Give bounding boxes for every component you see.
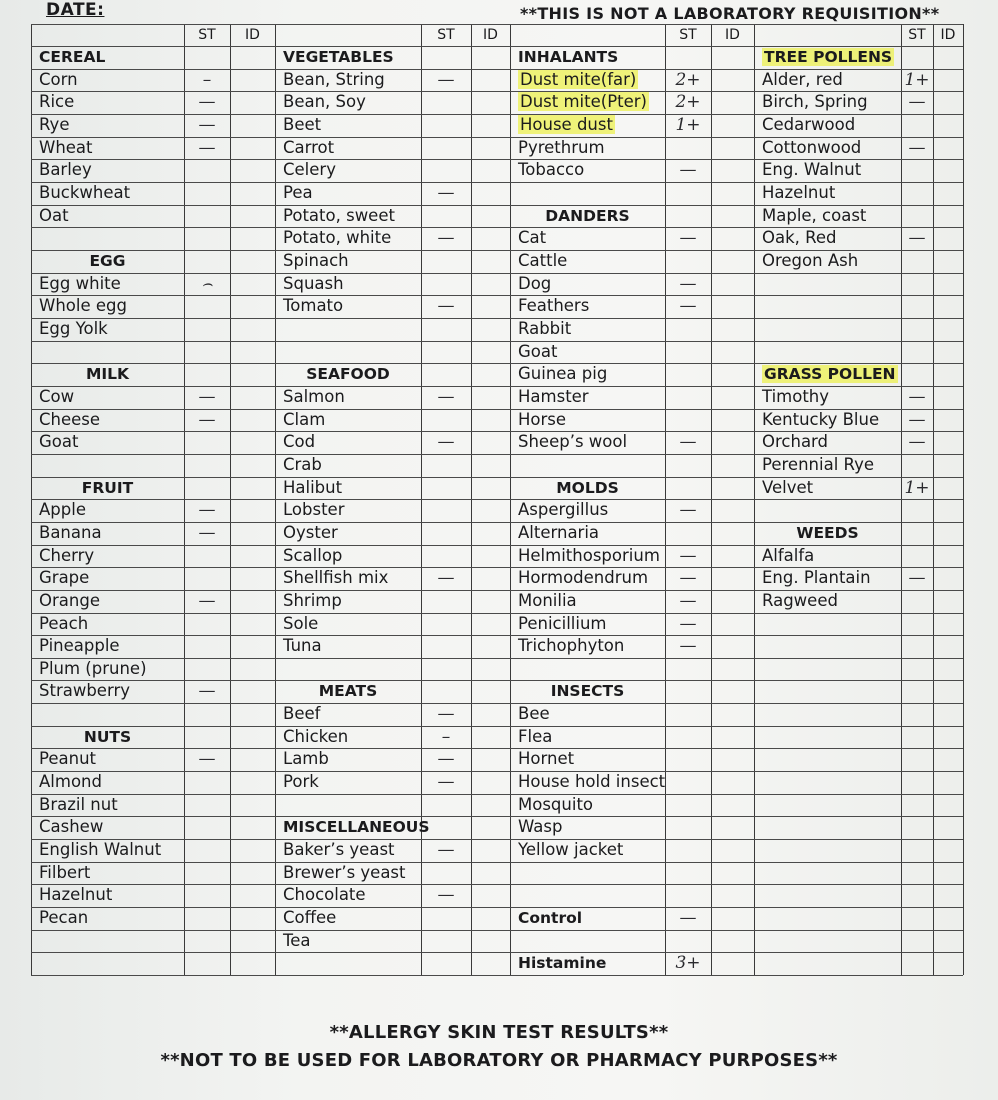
allergen-name: Cashew: [39, 817, 104, 837]
allergen-name: Clam: [283, 409, 326, 429]
allergen-name: Salmon: [283, 386, 345, 406]
st-result-mark: —: [908, 568, 926, 589]
allergen-name: Yellow jacket: [518, 840, 624, 860]
allergen-name: Pecan: [39, 908, 89, 928]
st-result-mark: 2+: [675, 92, 701, 113]
grid-horizontal-line: [31, 975, 963, 976]
st-result-mark: —: [679, 500, 697, 521]
st-result-mark: —: [908, 386, 926, 407]
allergen-name: Beef: [283, 704, 321, 724]
allergen-name: Cheese: [39, 409, 101, 429]
highlighted-text: House dust: [520, 114, 613, 134]
st-result-mark: –: [441, 726, 451, 747]
allergen-name: Squash: [283, 273, 344, 293]
allergen-name: Egg Yolk: [39, 318, 108, 338]
allergen-name: Birch, Spring: [762, 92, 868, 112]
id-column-header: ID: [940, 27, 956, 43]
allergen-name: Cottonwood: [762, 137, 862, 157]
allergen-name: Barley: [39, 160, 92, 180]
grid-horizontal-line: [31, 952, 963, 953]
st-result-mark: —: [679, 160, 697, 181]
allergen-name: Eng. Plantain: [762, 568, 871, 588]
st-result-mark: —: [679, 908, 697, 929]
allergen-name: Bean, Soy: [283, 92, 366, 112]
allergen-name: Peanut: [39, 749, 97, 769]
allergen-name: Potato, sweet: [283, 205, 395, 225]
st-result-mark: 1+: [904, 69, 930, 90]
st-result-mark: —: [198, 681, 216, 702]
highlighted-text: TREE POLLENS: [764, 48, 893, 66]
grid-horizontal-line: [31, 930, 963, 931]
st-result-mark: —: [908, 228, 926, 249]
allergen-name: Wheat: [39, 137, 93, 157]
st-result-mark: —: [679, 432, 697, 453]
category-heading: EGG: [89, 251, 126, 270]
allergen-name: Grape: [39, 568, 90, 588]
allergen-name: Velvet: [762, 477, 814, 497]
allergen-name: Shellfish mix: [283, 568, 389, 588]
st-result-mark: —: [437, 386, 455, 407]
allergen-name: Kentucky Blue: [762, 409, 880, 429]
category-heading: [754, 363, 909, 386]
category-heading: WEEDS: [796, 523, 859, 542]
allergen-name: Banana: [39, 522, 102, 542]
allergen-name: Hazelnut: [39, 885, 113, 905]
category-heading: MISCELLANEOUS: [283, 818, 430, 837]
st-result-mark: —: [437, 749, 455, 770]
allergen-name: Almond: [39, 772, 102, 792]
st-column-header: ST: [198, 27, 216, 43]
allergen-name: Helmithosporium: [518, 545, 660, 565]
allergen-name: Peach: [39, 613, 89, 633]
allergen-name: Eng. Walnut: [762, 160, 862, 180]
allergen-name: Wasp: [518, 817, 563, 837]
allergen-name: English Walnut: [39, 840, 162, 860]
allergen-name: Hormodendrum: [518, 568, 649, 588]
st-column-header: ST: [437, 27, 455, 43]
st-result-mark: —: [679, 296, 697, 317]
allergen-name: Rye: [39, 114, 70, 134]
footer-title: **ALLERGY SKIN TEST RESULTS**: [329, 1022, 669, 1043]
category-heading: SEAFOOD: [306, 365, 390, 384]
footer-disclaimer: **NOT TO BE USED FOR LABORATORY OR PHARMACY PURPOSES**: [160, 1050, 838, 1071]
allergen-name: Lobster: [283, 500, 345, 520]
allergen-name: Crab: [283, 454, 322, 474]
category-heading: INSECTS: [550, 682, 625, 701]
highlighted-text: Dust mite(far): [520, 69, 637, 89]
allergen-name: Hornet: [518, 749, 575, 769]
allergen-name: Alternaria: [518, 522, 600, 542]
st-result-mark: —: [437, 840, 455, 861]
allergen-name: Tuna: [283, 636, 322, 656]
allergen-name: Alfalfa: [762, 545, 815, 565]
allergen-name: Strawberry: [39, 681, 130, 701]
allergen-name: Brazil nut: [39, 794, 118, 814]
allergen-name: Sheep’s wool: [518, 432, 628, 452]
st-result-mark: —: [908, 432, 926, 453]
allergen-name: Rabbit: [518, 318, 572, 338]
allergen-name: Mosquito: [518, 794, 594, 814]
id-column-header: ID: [725, 27, 740, 43]
st-result-mark: —: [437, 885, 455, 906]
allergen-name: Apple: [39, 500, 86, 520]
allergen-name: Guinea pig: [518, 364, 608, 384]
results-table: [31, 24, 963, 1004]
allergen-name: Tomato: [283, 296, 344, 316]
date-label: DATE:: [46, 0, 105, 20]
st-result-mark: —: [198, 114, 216, 135]
allergen-name: Cedarwood: [762, 114, 856, 134]
allergen-name: Cherry: [39, 545, 95, 565]
allergen-name: Chocolate: [283, 885, 366, 905]
st-result-mark: —: [198, 92, 216, 113]
category-heading: CEREAL: [39, 48, 106, 66]
allergen-name: Coffee: [283, 908, 337, 928]
allergen-name: Ragweed: [762, 590, 838, 610]
allergen-name: House hold insect: [518, 772, 666, 792]
allergen-name: Celery: [283, 160, 336, 180]
allergen-name: Baker’s yeast: [283, 840, 395, 860]
category-heading: DANDERS: [545, 206, 630, 225]
st-result-mark: —: [679, 613, 697, 634]
allergen-name: Dog: [518, 273, 552, 293]
allergen-name: Pea: [283, 182, 313, 202]
allergen-name: [510, 114, 673, 137]
allergen-name: Trichophyton: [518, 636, 625, 656]
st-result-mark: 3+: [675, 953, 701, 974]
allergen-name: Hamster: [518, 386, 589, 406]
st-result-mark: —: [437, 228, 455, 249]
st-result-mark: —: [437, 704, 455, 725]
st-result-mark: 2+: [675, 69, 701, 90]
allergen-name: Brewer’s yeast: [283, 862, 406, 882]
allergen-name: Pyrethrum: [518, 137, 605, 157]
allergen-name: Pineapple: [39, 636, 120, 656]
allergen-name: Sole: [283, 613, 319, 633]
category-heading: FRUIT: [81, 478, 134, 497]
id-column-header: ID: [245, 27, 260, 43]
allergen-name: Spinach: [283, 250, 349, 270]
allergen-name: Plum (prune): [39, 658, 147, 678]
grid-vertical-line: [963, 24, 964, 975]
allergen-name: Bean, String: [283, 69, 385, 89]
st-result-mark: —: [198, 137, 216, 158]
highlighted-text: GRASS POLLEN: [764, 365, 896, 384]
allergen-name: Perennial Rye: [762, 454, 875, 474]
st-column-header: ST: [679, 27, 697, 43]
allergen-name: Aspergillus: [518, 500, 609, 520]
allergen-name: Oyster: [283, 522, 338, 542]
allergen-name: Cod: [283, 432, 316, 452]
allergen-name: Goat: [39, 432, 79, 452]
st-result-mark: —: [908, 409, 926, 430]
st-result-mark: ⌢: [201, 273, 213, 294]
allergen-name: Oak, Red: [762, 228, 837, 248]
allergen-name: [510, 69, 673, 92]
allergen-name: Rice: [39, 92, 75, 112]
allergen-name: Hazelnut: [762, 182, 836, 202]
allergen-name: Goat: [518, 341, 558, 361]
category-heading: MEATS: [318, 682, 378, 701]
st-result-mark: 1+: [675, 114, 701, 135]
allergen-name: [510, 91, 673, 114]
allergen-name: Maple, coast: [762, 205, 867, 225]
st-result-mark: —: [437, 568, 455, 589]
st-result-mark: —: [198, 409, 216, 430]
category-heading: MOLDS: [556, 478, 619, 497]
allergen-name: Egg white: [39, 273, 121, 293]
allergen-name: Orange: [39, 590, 100, 610]
allergen-name: Cattle: [518, 250, 568, 270]
st-result-mark: —: [198, 749, 216, 770]
allergen-name: Alder, red: [762, 69, 843, 89]
allergen-name: Chicken: [283, 726, 349, 746]
allergen-name: Orchard: [762, 432, 829, 452]
st-result-mark: —: [198, 386, 216, 407]
st-result-mark: —: [437, 296, 455, 317]
allergen-name: Beet: [283, 114, 322, 134]
allergen-name: Penicillium: [518, 613, 607, 633]
category-heading: NUTS: [83, 727, 132, 746]
st-result-mark: 1+: [904, 477, 930, 498]
allergen-name: Lamb: [283, 749, 329, 769]
category-heading: INHALANTS: [518, 48, 619, 66]
grid-horizontal-line: [31, 703, 963, 704]
allergen-name: Scallop: [283, 545, 343, 565]
st-column-header: ST: [908, 27, 926, 43]
allergen-name: Cow: [39, 386, 75, 406]
allergen-name: Timothy: [762, 386, 830, 406]
allergen-name: Shrimp: [283, 590, 342, 610]
st-result-mark: —: [679, 228, 697, 249]
st-result-mark: —: [437, 182, 455, 203]
st-result-mark: —: [437, 772, 455, 793]
category-heading: Histamine: [518, 954, 607, 973]
st-result-mark: —: [437, 432, 455, 453]
allergen-name: Cat: [518, 228, 547, 248]
category-heading: Control: [518, 909, 583, 928]
category-heading: [754, 46, 909, 69]
requisition-notice: **THIS IS NOT A LABORATORY REQUISITION**: [520, 4, 940, 23]
allergen-name: Feathers: [518, 296, 590, 316]
st-result-mark: —: [437, 69, 455, 90]
allergen-name: Tobacco: [518, 160, 585, 180]
allergen-name: Carrot: [283, 137, 335, 157]
allergen-name: Oregon Ash: [762, 250, 859, 270]
st-result-mark: —: [198, 590, 216, 611]
category-heading: MILK: [85, 365, 130, 384]
allergen-name: Corn: [39, 69, 78, 89]
st-result-mark: —: [908, 137, 926, 158]
allergen-name: Whole egg: [39, 296, 127, 316]
allergen-name: Oat: [39, 205, 69, 225]
allergen-name: Halibut: [283, 477, 343, 497]
id-column-header: ID: [483, 27, 498, 43]
allergen-name: Pork: [283, 772, 319, 792]
allergen-name: Flea: [518, 726, 553, 746]
allergen-name: Monilia: [518, 590, 577, 610]
st-result-mark: —: [679, 568, 697, 589]
st-result-mark: —: [679, 636, 697, 657]
allergen-name: Potato, white: [283, 228, 392, 248]
st-result-mark: —: [679, 273, 697, 294]
allergen-name: Tea: [283, 930, 311, 950]
grid-horizontal-line: [31, 341, 963, 342]
allergen-name: Horse: [518, 409, 567, 429]
st-result-mark: —: [679, 545, 697, 566]
highlighted-text: Dust mite(Pter): [520, 92, 647, 112]
st-result-mark: –: [202, 69, 212, 90]
st-result-mark: —: [679, 590, 697, 611]
st-result-mark: —: [908, 92, 926, 113]
st-result-mark: —: [198, 500, 216, 521]
category-heading: VEGETABLES: [283, 48, 394, 66]
allergen-name: Filbert: [39, 862, 91, 882]
allergen-name: Buckwheat: [39, 182, 131, 202]
allergen-name: Bee: [518, 704, 550, 724]
st-result-mark: —: [198, 522, 216, 543]
